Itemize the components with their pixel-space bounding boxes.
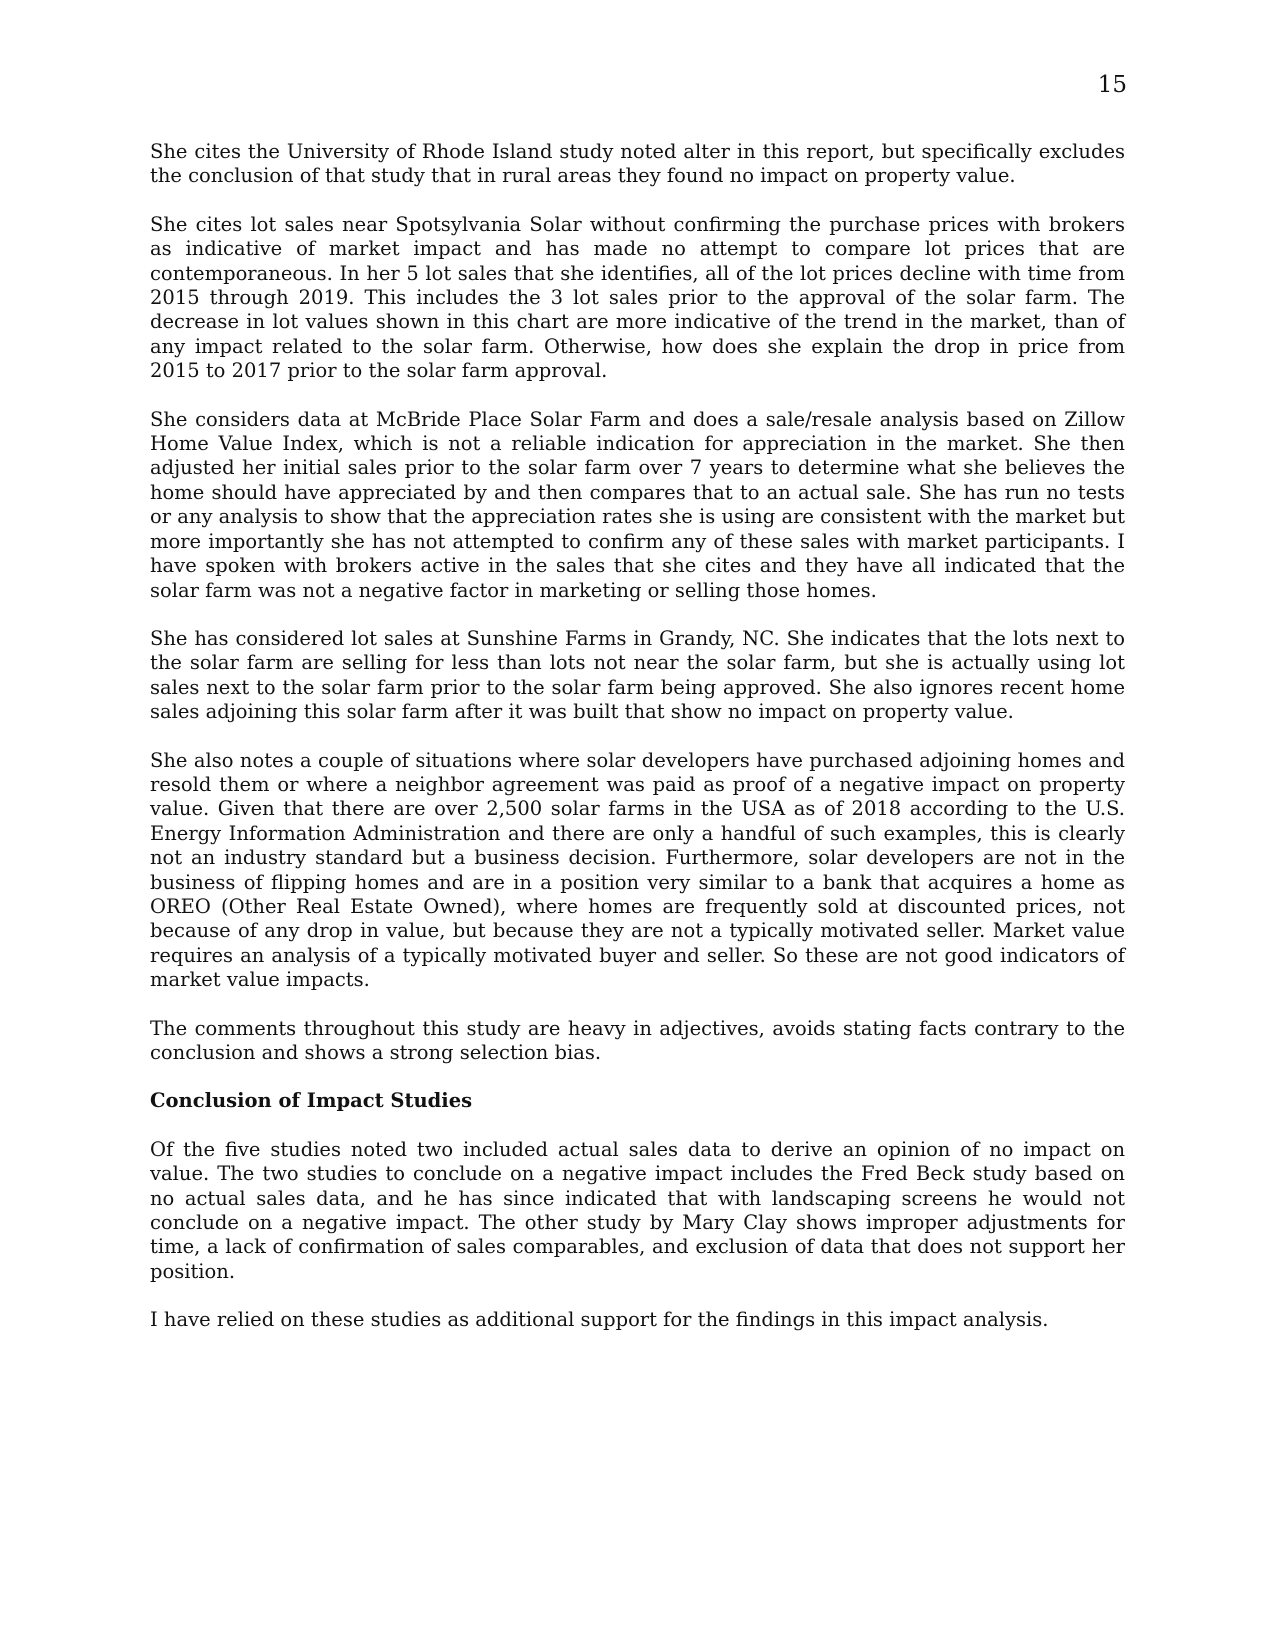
paragraph-adjoining-homes: She also notes a couple of situations where solar developers have purchased adjoining homes and resold them or where a neighbor agreement was paid as proof of a negative impact on property value. Given that there are over 2,500 solar farms in the USA as of 2018 according to the U.S. Energy Information Administration and there are only a handful of such examples, this is clearly not an industry standard but a business decision. Furthermore, solar developers are not in the business of flipping homes and are in a position very similar to a bank that acquires a home as OREO (Other Real Estate Owned), where homes are frequently sold at discounted prices, not because of any drop in value, but because they are not a typically motivated seller. Market value requires an analysis of a typically motivated buyer and seller. So these are not good indicators of market value impacts. <box>150 748 1125 992</box>
page-number: 15 <box>1097 72 1127 98</box>
paragraph-reliance: I have relied on these studies as additional support for the findings in this impact analysis. <box>150 1308 1049 1332</box>
paragraph-mcbride-place: She considers data at McBride Place Solar Farm and does a sale/resale analysis based on Zillow Home Value Index, which is not a reliable indication for appreciation in the market. She then adjusted her initial sales prior to the solar farm over 7 years to determine what she believes the home should have appreciated by and then compares that to an actual sale. She has run no tests or any analysis to show that the appreciation rates she is using are consistent with the market but more importantly she has not attempted to confirm any of these sales with market participants. I have spoken with brokers active in the sales that she cites and they have all indicated that the solar farm was not a negative factor in marketing or selling those homes. <box>150 407 1125 602</box>
section-heading: Conclusion of Impact Studies <box>150 1089 473 1113</box>
paragraph-rhode-island-study: She cites the University of Rhode Island study noted alter in this report, but specifically excludes the conclusion of that study that in rural areas they found no impact on property value. <box>150 140 1125 188</box>
paragraph-selection-bias: The comments throughout this study are heavy in adjectives, avoids stating facts contrary to the conclusion and shows a strong selection bias. <box>150 1016 1125 1064</box>
body-text <box>150 140 1125 1357</box>
paragraph-conclusion: Of the five studies noted two included actual sales data to derive an opinion of no impact on value. The two studies to conclude on a negative impact includes the Fred Beck study based on no actual sales data, and he has since indicated that with landscaping screens he would not conclude on a negative impact. The other study by Mary Clay shows improper adjustments for time, a lack of confirmation of sales comparables, and exclusion of data that does not support her position. <box>150 1137 1125 1283</box>
paragraph-spotsylvania-solar: She cites lot sales near Spotsylvania Solar without confirming the purchase prices with brokers as indicative of market impact and has made no attempt to compare lot prices that are contemporaneous. In her 5 lot sales that she identifies, all of the lot prices decline with time from 2015 through 2019. This includes the 3 lot sales prior to the approval of the solar farm. The decrease in lot values shown in this chart are more indicative of the trend in the market, than of any impact related to the solar farm. Otherwise, how does she explain the drop in price from 2015 to 2017 prior to the solar farm approval. <box>150 212 1125 383</box>
paragraph-sunshine-farms: She has considered lot sales at Sunshine Farms in Grandy, NC. She indicates that the lots next to the solar farm are selling for less than lots not near the solar farm, but she is actually using lot sales next to the solar farm prior to the solar farm being approved. She also ignores recent home sales adjoining this solar farm after it was built that show no impact on property value. <box>150 626 1125 724</box>
